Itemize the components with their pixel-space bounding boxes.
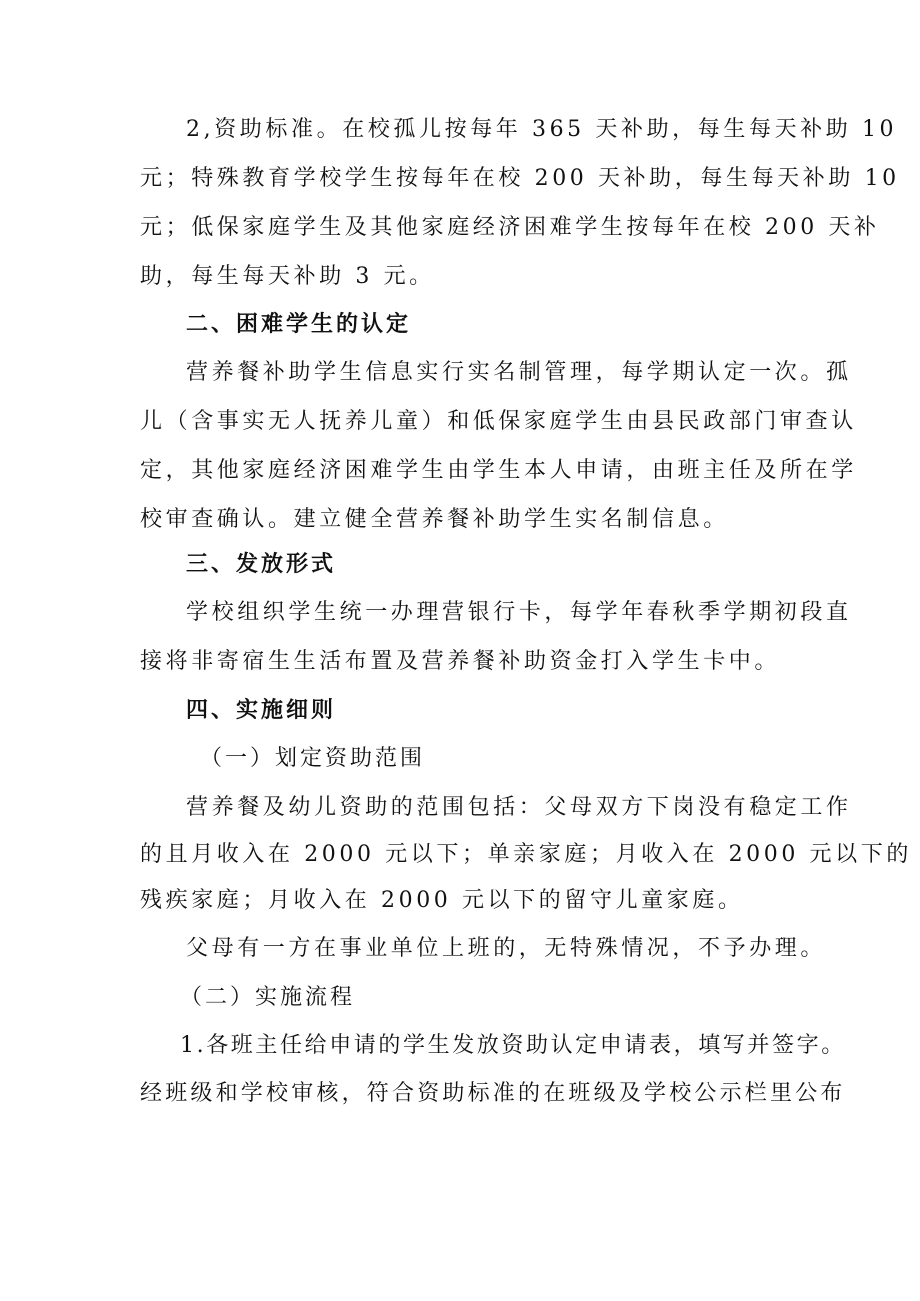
paragraph-line: 接将非寄宿生生活布置及营养餐补助资金打入学生卡中。 [140,649,781,674]
paragraph-line: 1.各班主任给申请的学生发放资助认定申请表，填写并签字。 [180,1033,846,1058]
paragraph-line: 经班级和学校审核，符合资助标准的在班级及学校公示栏里公布 [140,1081,846,1106]
paragraph-line: 学校组织学生统一办理营银行卡，每学年春秋季学期初段直 [186,600,852,625]
paragraph-line: 的且月收入在 2000 元以下；单亲家庭；月收入在 2000 元以下的 [140,842,912,867]
subsection-heading-1: （一）划定资助范围 [200,746,426,771]
paragraph-line: 2,资助标准。在校孤儿按每年 365 天补助，每生每天补助 10 [186,117,898,142]
paragraph-line: 营养餐及幼儿资助的范围包括：父母双方下岗没有稳定工作 [186,795,852,820]
section-heading-3: 三、发放形式 [186,552,337,577]
section-heading-2: 二、困难学生的认定 [186,312,412,337]
paragraph-line: 父母有一方在事业单位上班的，无特殊情况，不予办理。 [186,936,827,961]
subsection-heading-2: （二）实施流程 [180,985,356,1010]
paragraph-line: 营养餐补助学生信息实行实名制管理，每学期认定一次。孤 [186,360,852,385]
paragraph-line: 元；低保家庭学生及其他家庭经济困难学生按每年在校 200 天补 [140,215,880,240]
paragraph-line: 助，每生每天补助 3 元。 [140,264,435,289]
paragraph-line: 元；特殊教育学校学生按每年在校 200 天补助，每生每天补助 10 [140,166,900,191]
paragraph-line: 儿（含事实无人抚养儿童）和低保家庭学生由县民政部门审查认 [140,409,857,434]
section-heading-4: 四、实施细则 [186,698,337,723]
paragraph-line: 残疾家庭；月收入在 2000 元以下的留守儿童家庭。 [140,888,744,913]
paragraph-line: 定，其他家庭经济困难学生由学生本人申请，由班主任及所在学 [140,458,857,483]
paragraph-line: 校审查确认。建立健全营养餐补助学生实名制信息。 [140,507,729,532]
